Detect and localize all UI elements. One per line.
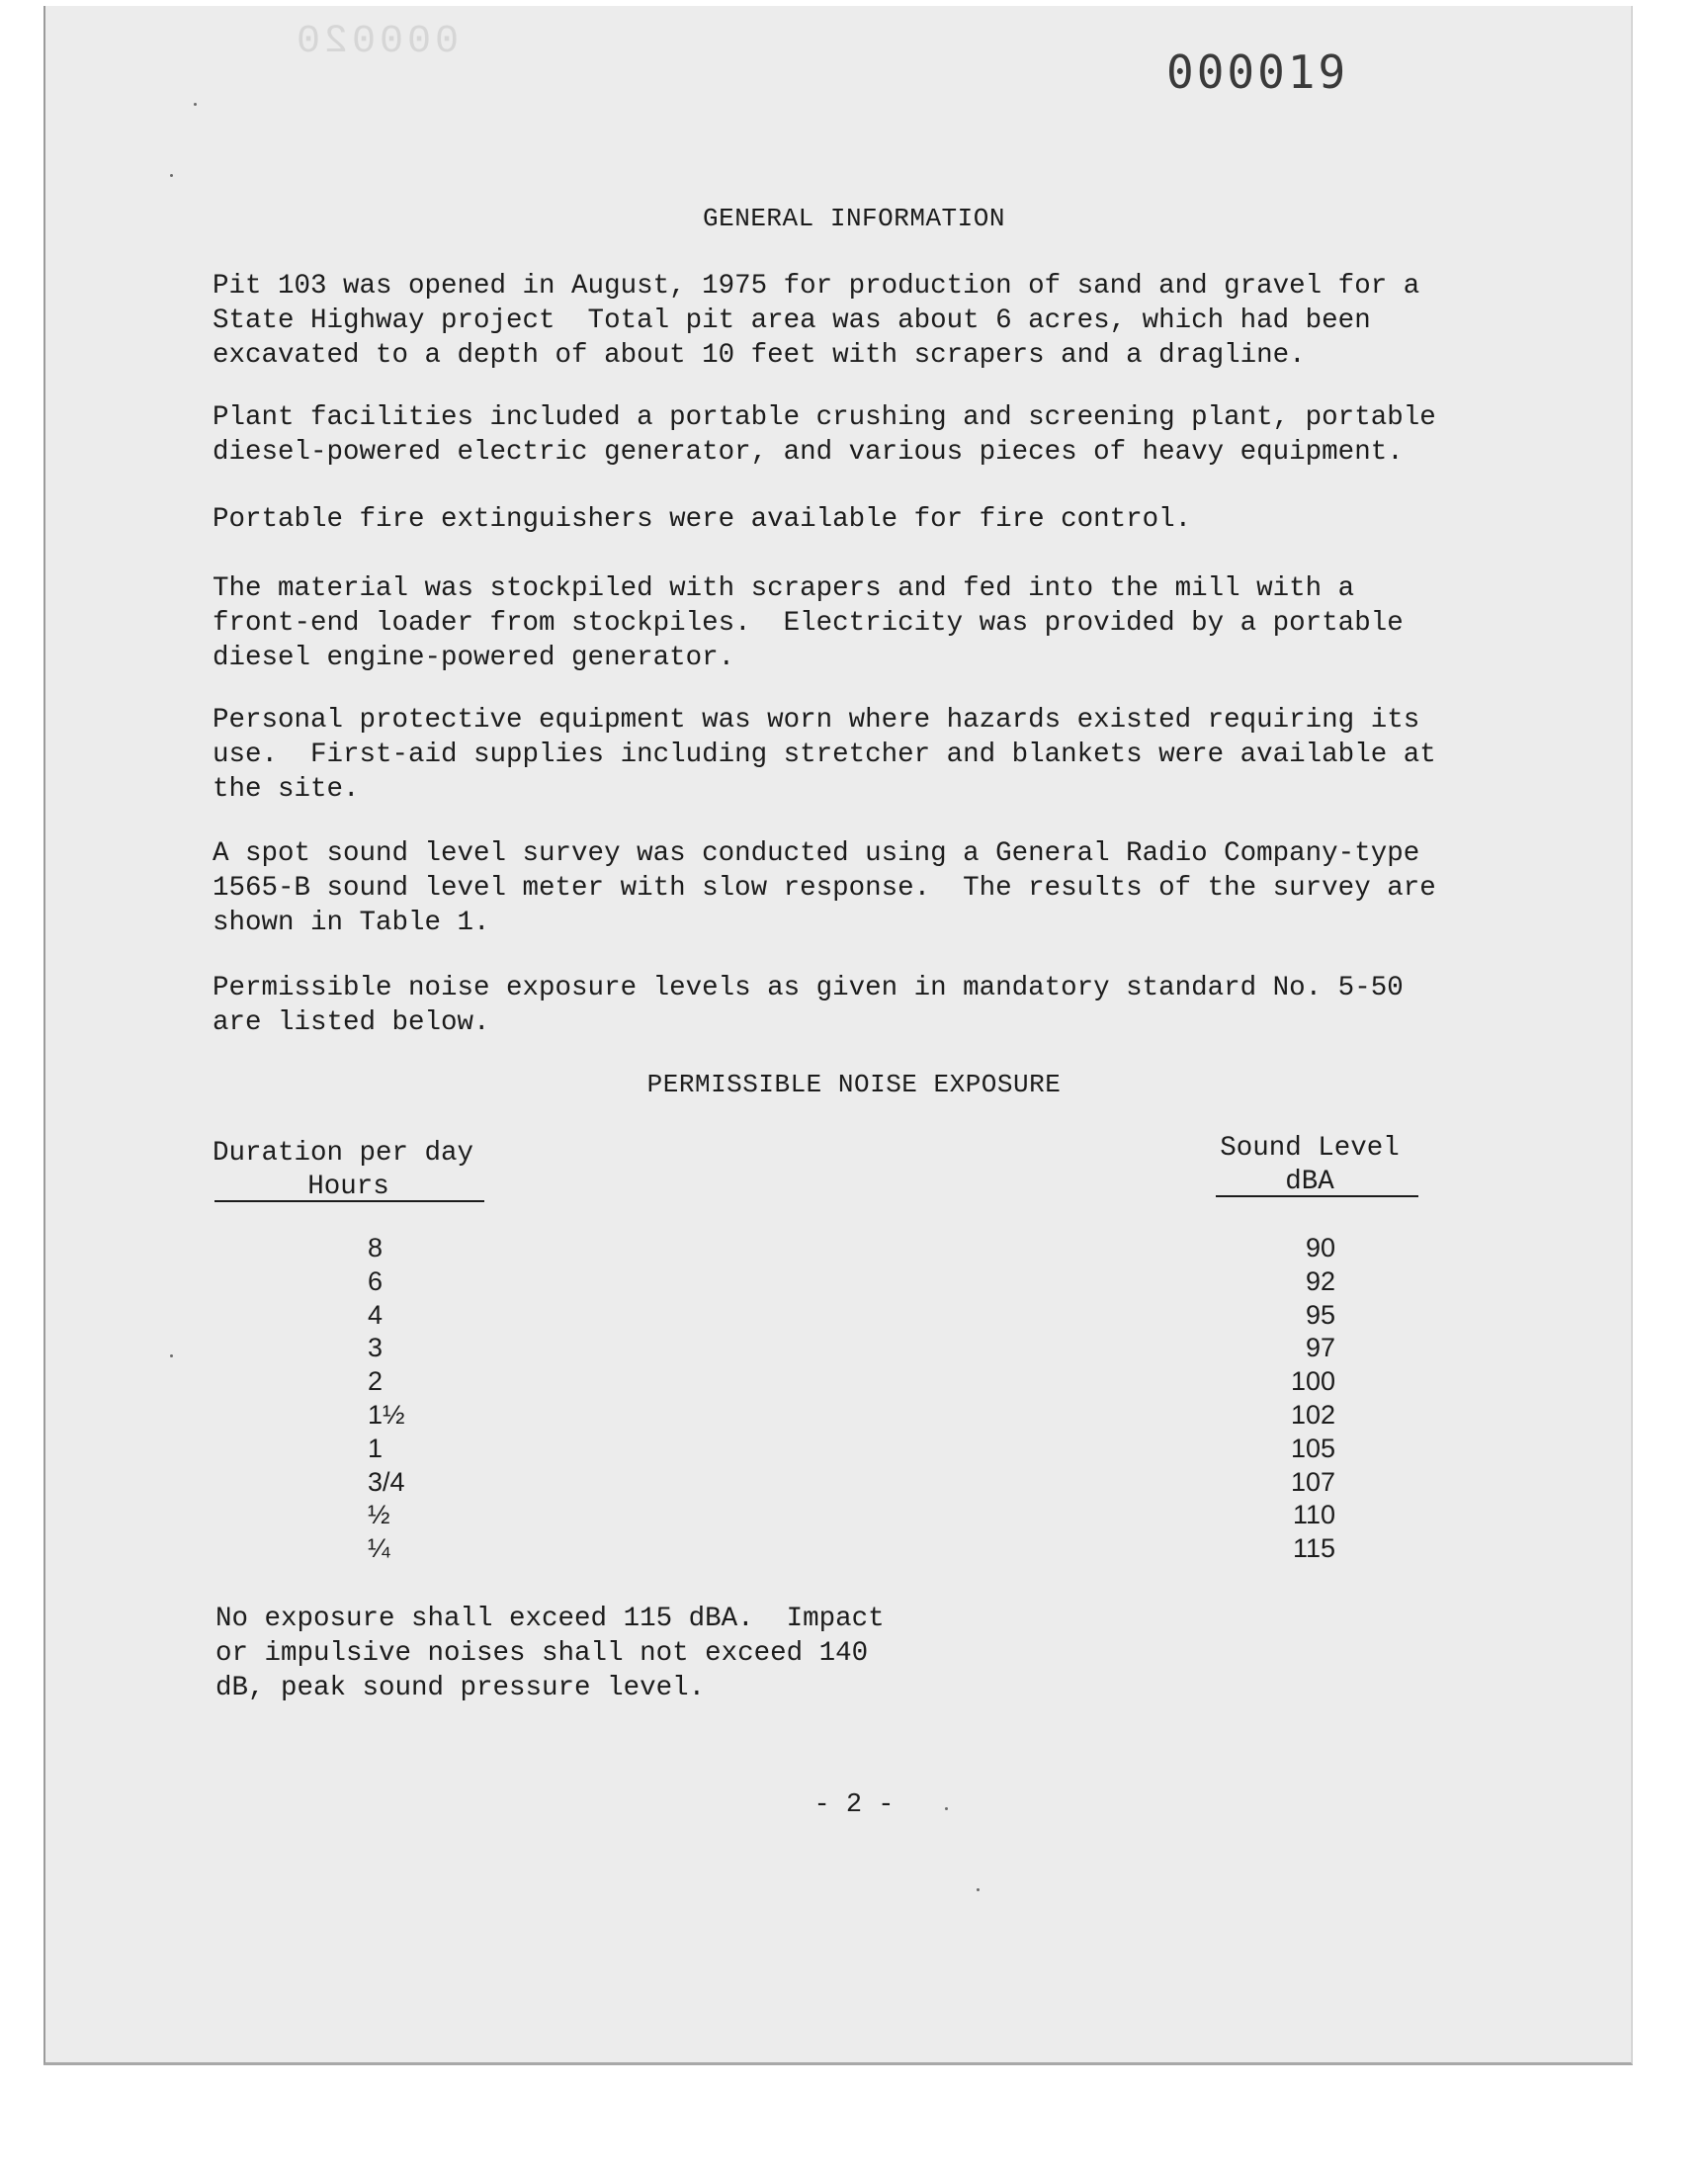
paragraph-fire-control: Portable fire extinguishers were available for fire control. [213, 504, 1192, 535]
hours-cell: 3/4 [368, 1466, 405, 1497]
scan-speck [945, 1807, 948, 1810]
bleed-through-stamp: 000020 [293, 20, 460, 64]
dba-cell: 102 [1290, 1400, 1335, 1430]
dba-cell: 97 [1305, 1333, 1335, 1363]
table-title: PERMISSIBLE NOISE EXPOSURE [646, 1070, 1062, 1099]
sound-level-header-line1: Sound Level [1220, 1133, 1400, 1164]
dba-cell: 100 [1290, 1366, 1335, 1397]
dba-cell: 105 [1290, 1433, 1335, 1463]
exposure-limit-note: No exposure shall exceed 115 dBA. Impact or impulsive noises shall not exceed 140 dB, peak sound pressure level. [215, 1604, 885, 1703]
paragraph-protective-equipment: Personal protective equipment was worn where hazards existed requiring its use. First-aid supplies including stretcher and blankets were available at the site. [213, 705, 1436, 805]
paragraph-material-handling: The material was stockpiled with scrapers and fed into the mill with a front-end loader from stockpiles. Electricity was provided by a portable diesel engine-powered generator. [213, 573, 1404, 673]
dba-cell: 110 [1292, 1500, 1335, 1530]
duration-header-line1: Duration per day [213, 1138, 474, 1169]
sound-level-column-header [1196, 1132, 1423, 1199]
scan-speck [977, 1888, 980, 1891]
dba-cell: 115 [1292, 1533, 1335, 1564]
sound-level-header-rule [1216, 1195, 1418, 1197]
scan-speck [170, 1354, 173, 1357]
paragraph-pit-opening: Pit 103 was opened in August, 1975 for production of sand and gravel for a State Highway project Total pit area was about 6 acres, which had been excavated to a depth of about 10 feet with scrapers and a dragline. [213, 271, 1420, 371]
paragraph-sound-survey: A spot sound level survey was conducted using a General Radio Company-type 1565-B sound level meter with slow response. The results of the survey are shown in Table 1. [213, 838, 1436, 938]
hours-cell: 1 [368, 1433, 384, 1463]
hours-cell: 1½ [368, 1400, 405, 1430]
hours-cell: 8 [368, 1233, 384, 1262]
document-number: 000019 [1166, 45, 1349, 99]
dba-cell: 92 [1305, 1265, 1335, 1296]
duration-header-line2: Hours [307, 1172, 389, 1202]
hours-cell: 6 [368, 1265, 384, 1296]
page-number: - 2 - [813, 1790, 895, 1820]
scan-speck [170, 174, 173, 177]
hours-cell: ¼ [368, 1533, 390, 1564]
duration-column-header [213, 1137, 484, 1204]
sound-level-header-line2: dBA [1285, 1167, 1334, 1197]
hours-cell: ½ [368, 1500, 390, 1530]
hours-cell: 4 [368, 1299, 384, 1330]
paragraph-permissible-levels: Permissible noise exposure levels as given in mandatory standard No. 5-50 are listed below. [213, 973, 1404, 1038]
duration-header-rule [214, 1200, 484, 1202]
dba-cell: 107 [1290, 1466, 1335, 1497]
hours-cell: 3 [368, 1333, 384, 1363]
scan-speck [194, 103, 197, 106]
page-title: GENERAL INFORMATION [703, 204, 1005, 233]
hours-cell: 2 [368, 1366, 384, 1397]
dba-cell: 95 [1305, 1299, 1335, 1330]
paragraph-plant-facilities: Plant facilities included a portable crushing and screening plant, portable diesel-powered electric generator, and various pieces of heavy equipment. [213, 402, 1436, 468]
dba-cell: 90 [1305, 1233, 1335, 1262]
